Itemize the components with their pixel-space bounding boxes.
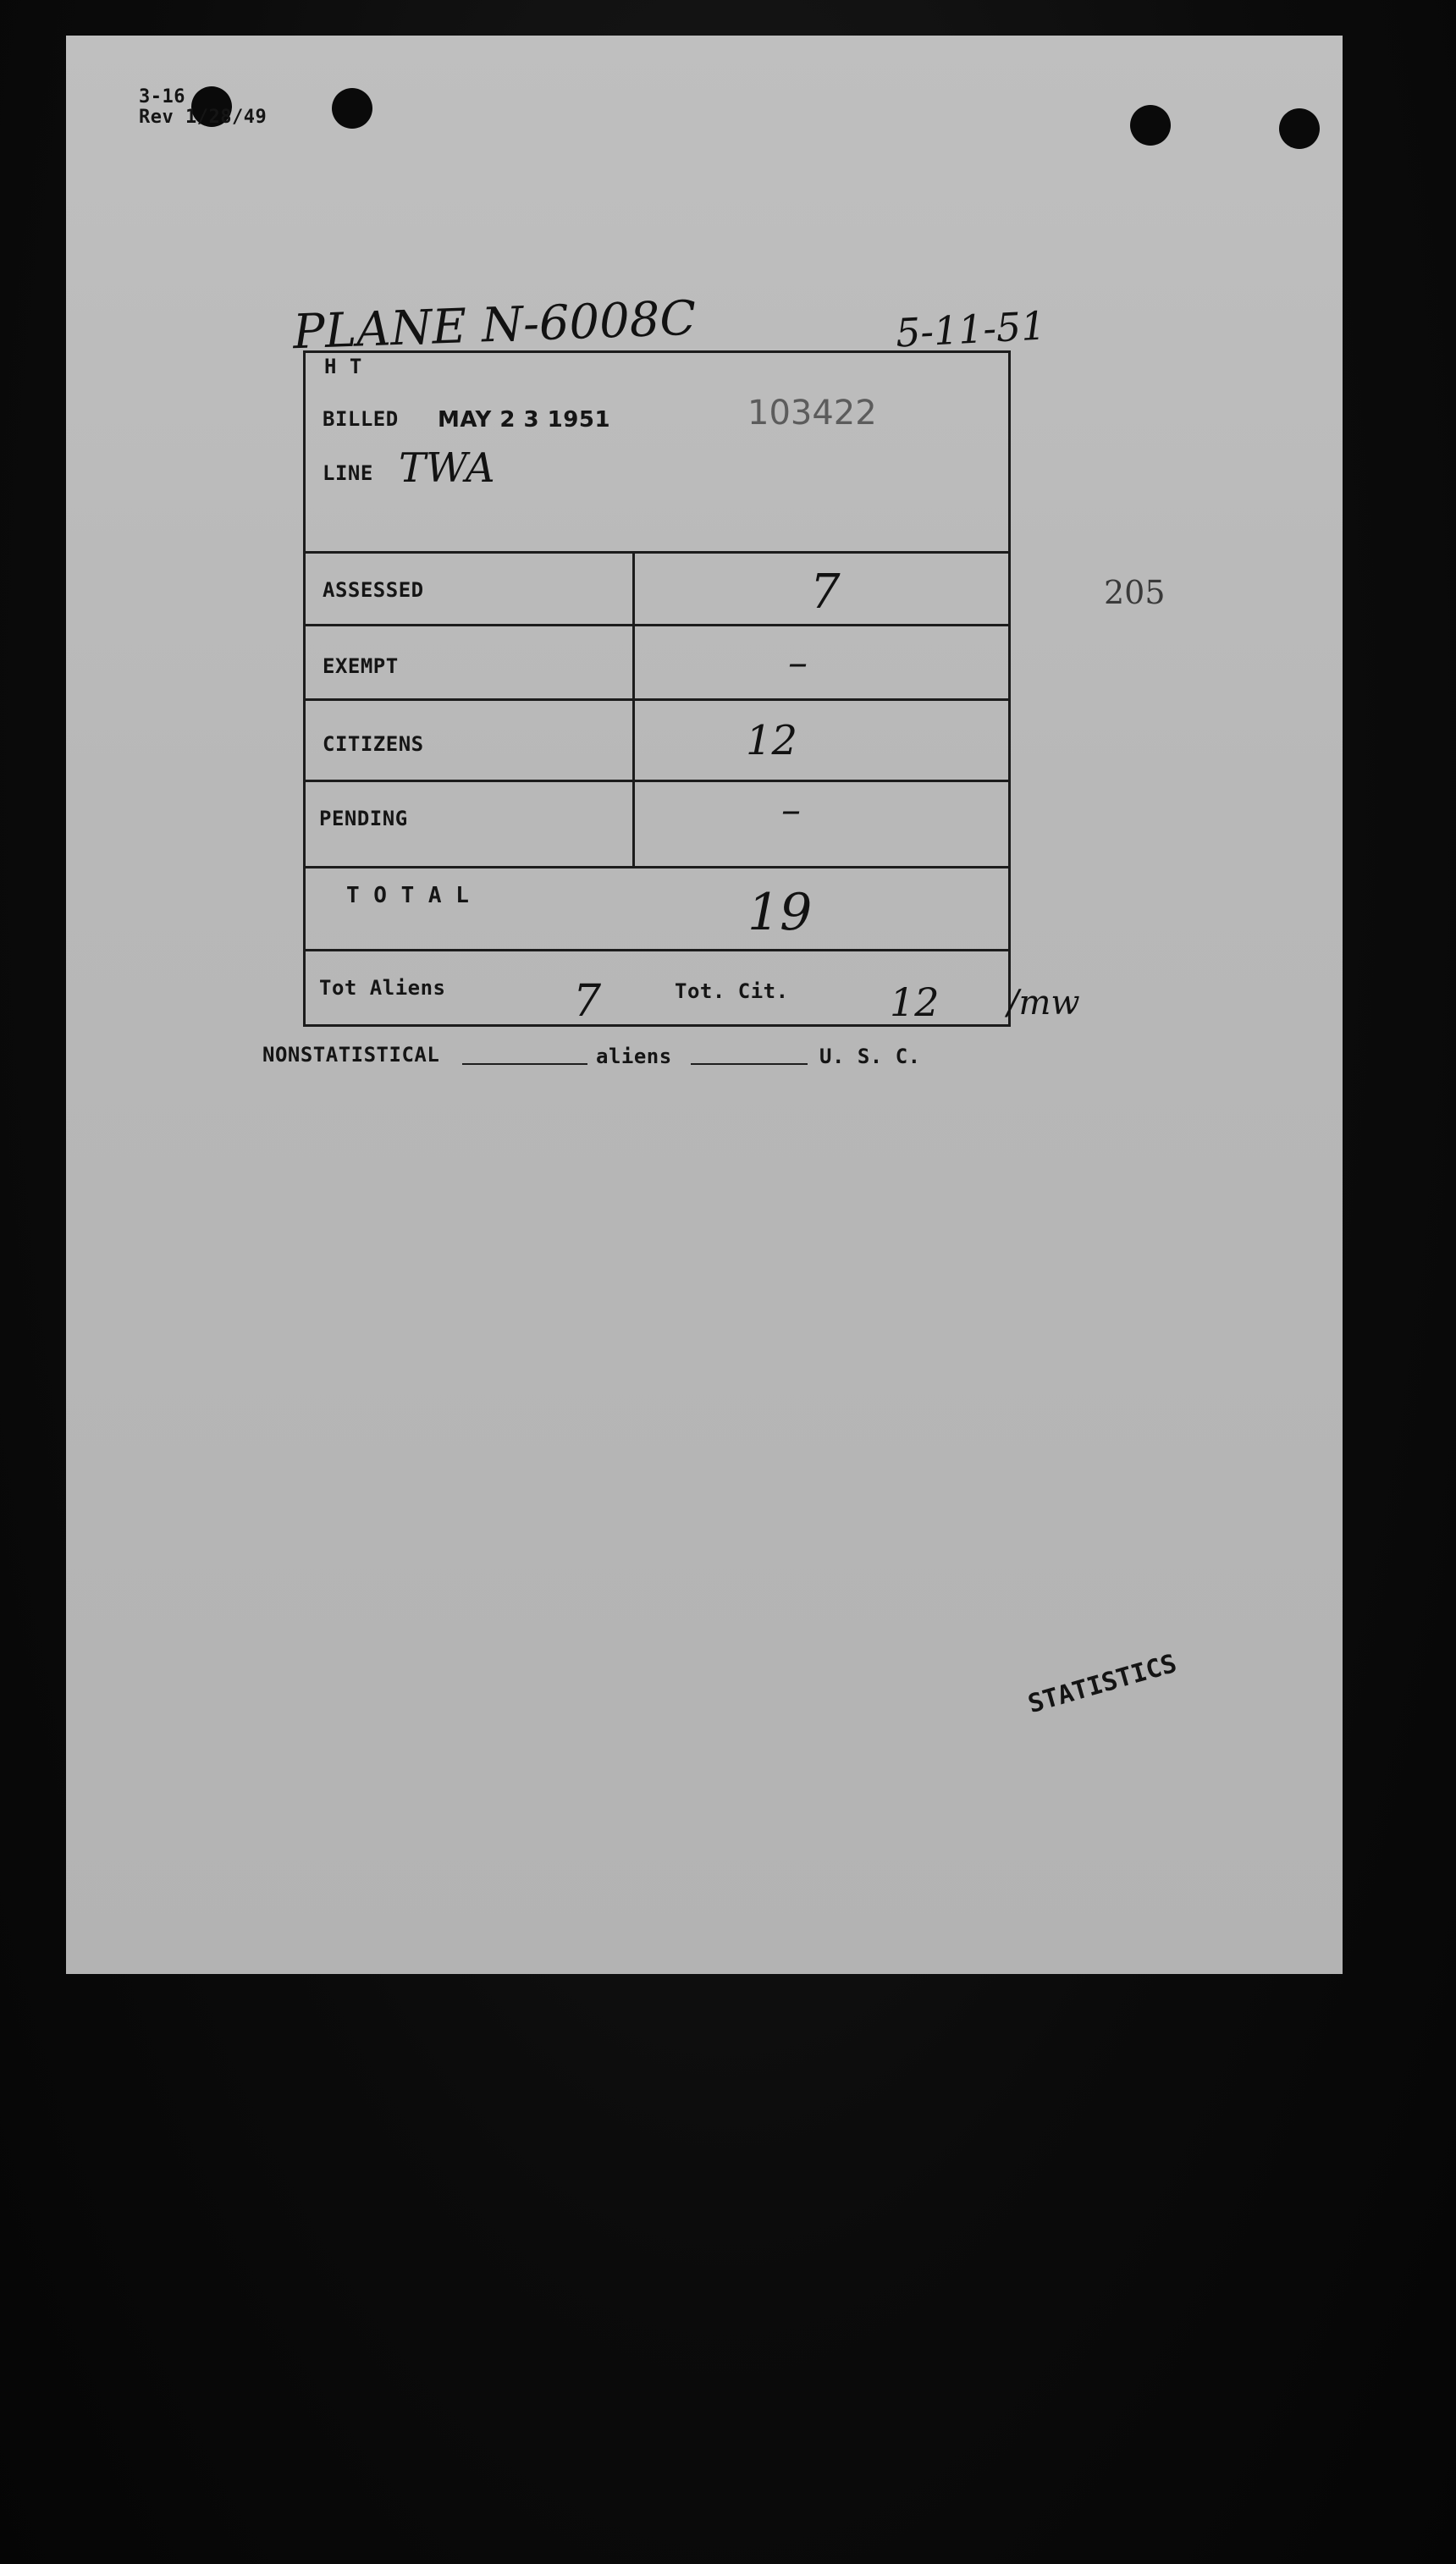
form-revision: Rev 1/28/49 bbox=[139, 107, 267, 128]
divider bbox=[632, 551, 635, 868]
billed-label: BILLED bbox=[323, 407, 399, 431]
assessed-value: 7 bbox=[810, 565, 841, 620]
assessed-label: ASSESSED bbox=[323, 578, 424, 602]
aliens-label: aliens bbox=[596, 1045, 672, 1068]
tot-aliens-label: Tot Aliens bbox=[319, 976, 446, 1000]
citizens-label: CITIZENS bbox=[323, 732, 424, 756]
blank-line bbox=[691, 1063, 808, 1065]
exempt-label: EXEMPT bbox=[323, 654, 399, 678]
plane-number: PLANE N-6008C bbox=[292, 290, 698, 361]
form-number: 3-16 bbox=[139, 86, 185, 108]
initials: /mw bbox=[1007, 984, 1080, 1023]
punch-hole bbox=[1279, 108, 1320, 149]
exempt-value: – bbox=[788, 639, 808, 685]
number-stamp: 103422 bbox=[747, 394, 877, 433]
tot-cit-label: Tot. Cit. bbox=[675, 979, 789, 1003]
divider bbox=[306, 624, 1008, 626]
total-label: T O T A L bbox=[346, 883, 470, 908]
punch-hole bbox=[332, 88, 372, 129]
ht-label: H T bbox=[324, 355, 362, 378]
divider bbox=[306, 698, 1008, 701]
punch-hole bbox=[1130, 105, 1171, 146]
line-value: TWA bbox=[399, 444, 495, 492]
tot-aliens-value: 7 bbox=[573, 976, 602, 1027]
citizens-value: 12 bbox=[746, 717, 798, 764]
pending-value: – bbox=[781, 786, 801, 832]
tot-cit-value: 12 bbox=[890, 979, 940, 1025]
divider bbox=[306, 780, 1008, 782]
margin-number: 205 bbox=[1104, 574, 1166, 611]
statistics-form bbox=[303, 350, 1011, 1027]
statistics-stamp: STATISTICS bbox=[1024, 1648, 1180, 1720]
handwritten-date: 5-11-51 bbox=[894, 302, 1047, 356]
divider bbox=[306, 866, 1008, 868]
total-value: 19 bbox=[747, 883, 813, 942]
usc-label: U. S. C. bbox=[819, 1045, 921, 1068]
nonstatistical-label: NONSTATISTICAL bbox=[262, 1043, 440, 1067]
line-label: LINE bbox=[323, 461, 373, 485]
divider bbox=[306, 551, 1008, 554]
blank-line bbox=[462, 1063, 587, 1065]
pending-label: PENDING bbox=[319, 807, 408, 830]
divider bbox=[306, 949, 1008, 951]
document-page bbox=[66, 36, 1343, 1974]
billed-date-stamp: MAY 2 3 1951 bbox=[438, 407, 611, 433]
